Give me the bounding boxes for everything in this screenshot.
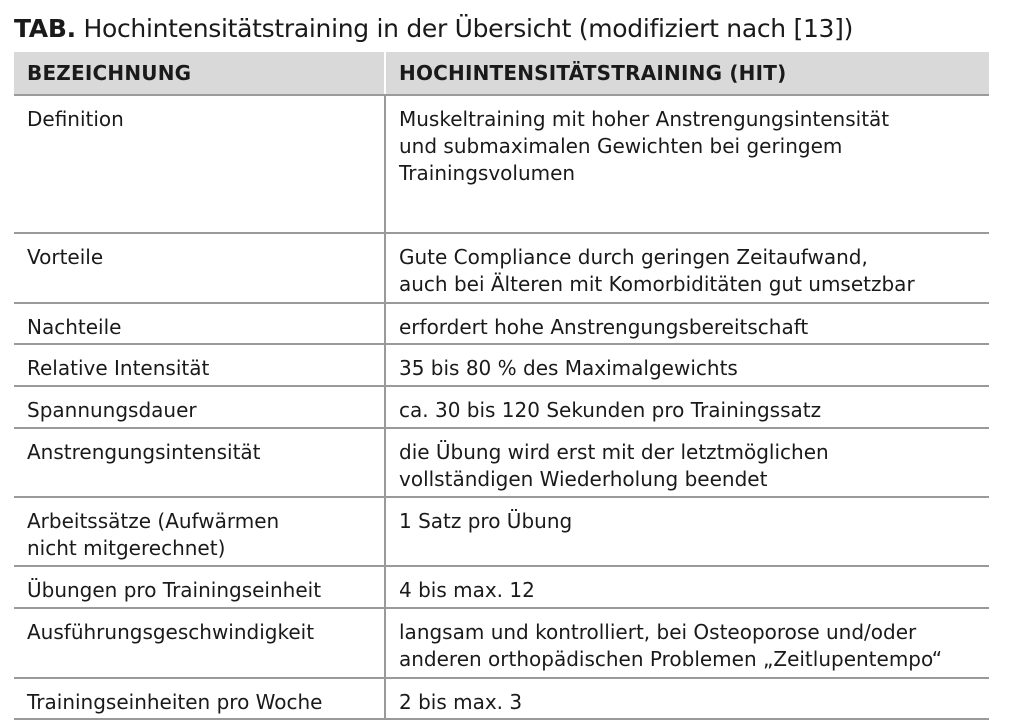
table-row xyxy=(14,233,989,303)
header-row xyxy=(14,52,989,95)
row-label: Definition xyxy=(14,95,385,233)
table-row xyxy=(14,95,989,233)
table-row xyxy=(14,608,989,678)
row-label: Übungen pro Trainingseinheit xyxy=(14,566,385,608)
table-body xyxy=(14,95,989,719)
table-row xyxy=(14,428,989,497)
row-label: Arbeitssätze (Aufwärmen nicht mitgerechnet) xyxy=(14,497,385,566)
row-value: die Übung wird erst mit der letztmöglichen vollständigen Wiederholung beendet xyxy=(385,428,989,497)
row-value: ca. 30 bis 120 Sekunden pro Trainingssatz xyxy=(385,386,989,428)
row-value: 2 bis max. 3 xyxy=(385,678,989,719)
row-value: erfordert hohe Anstrengungsbereitschaft xyxy=(385,303,989,344)
table-row xyxy=(14,566,989,608)
row-value: Muskeltraining mit hoher Anstrengungsintensität und submaximalen Gewichten bei geringem Trainingsvolumen xyxy=(385,95,989,233)
table-row xyxy=(14,303,989,344)
table-row xyxy=(14,386,989,428)
row-label: Spannungsdauer xyxy=(14,386,385,428)
table-row xyxy=(14,344,989,386)
column-header-hit: HOCHINTENSITÄTSTRAINING (HIT) xyxy=(385,52,989,95)
row-label: Trainingseinheiten pro Woche xyxy=(14,678,385,719)
row-value: Gute Compliance durch geringen Zeitaufwand, auch bei Älteren mit Komorbiditäten gut umsetzbar xyxy=(385,233,989,303)
row-label: Ausführungsgeschwindigkeit xyxy=(14,608,385,678)
table-header xyxy=(14,52,989,95)
row-value: langsam und kontrolliert, bei Osteoporose und/oder anderen orthopädischen Problemen „Zeitlupentempo“ xyxy=(385,608,989,678)
row-label: Nachteile xyxy=(14,303,385,344)
table-row xyxy=(14,678,989,719)
row-label: Anstrengungsintensität xyxy=(14,428,385,497)
row-label: Relative Intensität xyxy=(14,344,385,386)
hit-overview-table xyxy=(14,52,989,720)
caption-label: TAB. xyxy=(14,14,76,43)
row-label: Vorteile xyxy=(14,233,385,303)
row-value: 4 bis max. 12 xyxy=(385,566,989,608)
row-value: 1 Satz pro Übung xyxy=(385,497,989,566)
table-caption xyxy=(14,14,853,44)
column-header-bezeichnung: BEZEICHNUNG xyxy=(14,52,385,95)
caption-text: Hochintensitätstraining in der Übersicht (modifiziert nach [13]) xyxy=(75,14,854,43)
table-row xyxy=(14,497,989,566)
row-value: 35 bis 80 % des Maximalgewichts xyxy=(385,344,989,386)
